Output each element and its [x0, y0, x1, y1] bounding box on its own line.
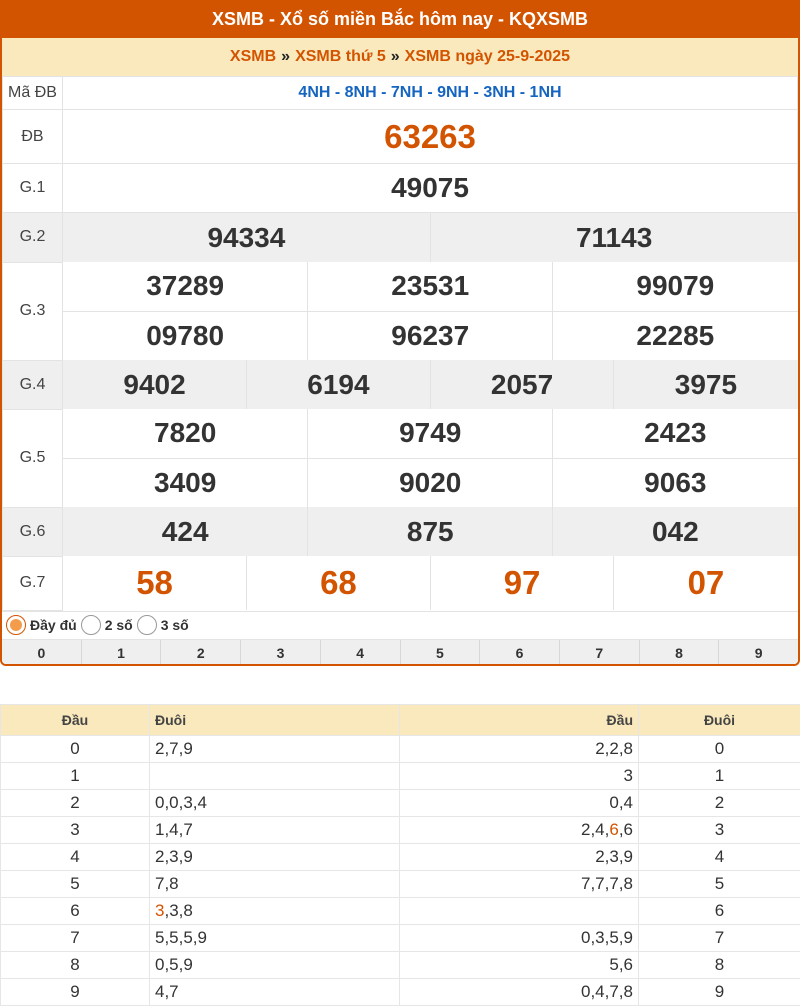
loto-duoi-digit: 1 — [639, 763, 800, 790]
option-full-label: Đầy đủ — [30, 617, 77, 633]
loto-head-dau: Đầu — [1, 705, 150, 736]
loto-duoi-rest: ,3,8 — [164, 901, 193, 920]
loto-table — [0, 704, 800, 1006]
g5-label: G.5 — [3, 409, 63, 507]
radio-three-digits[interactable] — [137, 615, 157, 635]
loto-dau-values — [400, 898, 639, 925]
loto-duoi-highlight: 3 — [155, 901, 165, 920]
g7-number: 58 — [136, 564, 173, 601]
loto-duoi-digit: 7 — [639, 925, 800, 952]
g7-label: G.7 — [3, 556, 63, 610]
loto-dau-post: ,6 — [618, 820, 633, 839]
row-g2 — [3, 213, 798, 263]
g6-label: G.6 — [3, 507, 63, 556]
loto-duoi-values: 0,5,9 — [150, 952, 400, 979]
row-g5 — [3, 409, 798, 507]
radio-full[interactable] — [6, 615, 26, 635]
g6-number: 424 — [63, 507, 308, 556]
loto-duoi-values: 4,7 — [150, 979, 400, 1006]
row-g3 — [3, 262, 798, 360]
loto-dau-values: 0,4,7,8 — [400, 979, 639, 1006]
results-table — [2, 76, 798, 611]
breadcrumb-sep: » — [281, 48, 291, 65]
loto-dau-digit: 2 — [1, 790, 150, 817]
loto-duoi-values: 2,3,9 — [150, 844, 400, 871]
loto-dau-values: 2,2,8 — [400, 736, 639, 763]
loto-dau-highlight: 6 — [609, 820, 619, 839]
loto-dau-pre: 2,4, — [580, 820, 610, 839]
loto-dau-digit: 6 — [1, 898, 150, 925]
loto-duoi-digit: 5 — [639, 871, 800, 898]
digit-filter-9[interactable]: 9 — [718, 640, 798, 666]
loto-dau-values: 7,7,7,8 — [400, 871, 639, 898]
loto-dau-digit: 8 — [1, 952, 150, 979]
g7-number: 97 — [430, 556, 614, 610]
loto-dau-values: 2,3,9 — [400, 844, 639, 871]
g7-number: 07 — [614, 556, 798, 610]
loto-dau-digit: 1 — [1, 763, 150, 790]
g1-number: 49075 — [63, 164, 798, 213]
loto-duoi-digit: 9 — [639, 979, 800, 1006]
loto-dau-values: 0,4 — [400, 790, 639, 817]
g6-number: 875 — [308, 507, 553, 556]
loto-dau-values — [400, 817, 639, 844]
breadcrumb-xsmb-date[interactable]: XSMB ngày 25-9-2025 — [404, 48, 571, 65]
g5-number: 9749 — [308, 409, 553, 458]
row-g6 — [3, 507, 798, 556]
table-row — [1, 763, 800, 790]
g2-number: 94334 — [63, 213, 430, 262]
digit-filter-7[interactable]: 7 — [559, 640, 639, 666]
loto-duoi-values — [150, 898, 400, 925]
digit-filter-6[interactable]: 6 — [479, 640, 559, 666]
loto-duoi-digit: 0 — [639, 736, 800, 763]
loto-dau-digit: 9 — [1, 979, 150, 1006]
loto-duoi-values: 7,8 — [150, 871, 400, 898]
g3-number: 99079 — [553, 262, 798, 311]
loto-dau-digit: 5 — [1, 871, 150, 898]
table-row — [1, 979, 800, 1006]
row-ma-db — [3, 77, 798, 110]
g6-number: 042 — [553, 507, 798, 556]
display-options — [2, 611, 798, 639]
table-row — [1, 925, 800, 952]
breadcrumb — [2, 38, 798, 76]
breadcrumb-xsmb-thu5[interactable]: XSMB thứ 5 — [295, 48, 386, 65]
g2-number: 71143 — [430, 213, 797, 262]
table-row — [1, 817, 800, 844]
table-row — [1, 844, 800, 871]
g3-number: 96237 — [308, 311, 553, 360]
page-title: XSMB - Xổ số miền Bắc hôm nay - KQXSMB — [2, 0, 798, 38]
option-three-digits[interactable] — [137, 615, 189, 635]
digit-filter-8[interactable]: 8 — [639, 640, 719, 666]
loto-duoi-values: 1,4,7 — [150, 817, 400, 844]
g4-number: 9402 — [63, 360, 247, 409]
row-g4 — [3, 360, 798, 409]
option-two-label: 2 số — [104, 617, 133, 633]
digit-filter-3[interactable]: 3 — [240, 640, 320, 666]
loto-head-dau-right: Đầu — [400, 705, 639, 736]
table-row — [1, 952, 800, 979]
digit-filter-2[interactable]: 2 — [160, 640, 240, 666]
option-two-digits[interactable] — [81, 615, 133, 635]
breadcrumb-sep: » — [390, 48, 400, 65]
loto-duoi-values — [150, 763, 400, 790]
g5-number: 9063 — [553, 458, 798, 507]
loto-duoi-digit: 3 — [639, 817, 800, 844]
option-three-label: 3 số — [160, 617, 189, 633]
loto-dau-digit: 3 — [1, 817, 150, 844]
loto-dau-values: 5,6 — [400, 952, 639, 979]
row-g1 — [3, 164, 798, 213]
g4-number: 3975 — [614, 360, 798, 409]
table-row — [1, 736, 800, 763]
g5-number: 9020 — [308, 458, 553, 507]
loto-dau-digit: 4 — [1, 844, 150, 871]
g3-label: G.3 — [3, 262, 63, 360]
radio-two-digits[interactable] — [81, 615, 101, 635]
loto-dau-values: 3 — [400, 763, 639, 790]
loto-duoi-digit: 2 — [639, 790, 800, 817]
loto-duoi-values: 0,0,3,4 — [150, 790, 400, 817]
loto-duoi-digit: 4 — [639, 844, 800, 871]
option-full[interactable] — [6, 615, 77, 635]
g5-number: 7820 — [154, 417, 217, 449]
g1-label: G.1 — [3, 164, 63, 213]
digit-filter-5[interactable]: 5 — [400, 640, 480, 666]
digit-filter-1[interactable]: 1 — [81, 640, 161, 666]
loto-duoi-values: 5,5,5,9 — [150, 925, 400, 952]
loto-duoi-digit: 6 — [639, 898, 800, 925]
digit-filter-0[interactable]: 0 — [37, 644, 46, 661]
g5-number: 3409 — [154, 466, 217, 498]
g2-label: G.2 — [3, 213, 63, 263]
breadcrumb-xsmb[interactable]: XSMB — [229, 48, 277, 65]
loto-dau-digit: 0 — [1, 736, 150, 763]
g4-number: 6194 — [247, 360, 431, 409]
g4-number: 2057 — [430, 360, 614, 409]
loto-head-duoi: Đuôi — [150, 705, 400, 736]
g5-number: 2423 — [553, 409, 798, 458]
g7-number: 68 — [247, 556, 431, 610]
row-g7 — [3, 556, 798, 610]
g3-number: 22285 — [553, 311, 798, 360]
table-row — [1, 871, 800, 898]
loto-duoi-values: 2,7,9 — [150, 736, 400, 763]
g3-number: 37289 — [146, 270, 225, 302]
loto-dau-digit: 7 — [1, 925, 150, 952]
row-db — [3, 110, 798, 164]
table-row — [1, 790, 800, 817]
loto-dau-values: 0,3,5,9 — [400, 925, 639, 952]
g3-number: 23531 — [308, 262, 553, 311]
ma-db-label: Mã ĐB — [3, 77, 63, 110]
digit-filter-bar — [2, 639, 798, 666]
loto-head-duoi-right: Đuôi — [639, 705, 800, 736]
g4-label: G.4 — [3, 360, 63, 409]
digit-filter-4[interactable]: 4 — [320, 640, 400, 666]
db-label: ĐB — [3, 110, 63, 164]
table-row — [1, 898, 800, 925]
loto-header-row — [1, 705, 800, 736]
loto-duoi-digit: 8 — [639, 952, 800, 979]
db-number: 63263 — [63, 110, 798, 164]
ma-db-value: 4NH - 8NH - 7NH - 9NH - 3NH - 1NH — [63, 77, 798, 110]
g3-number: 09780 — [146, 319, 225, 351]
